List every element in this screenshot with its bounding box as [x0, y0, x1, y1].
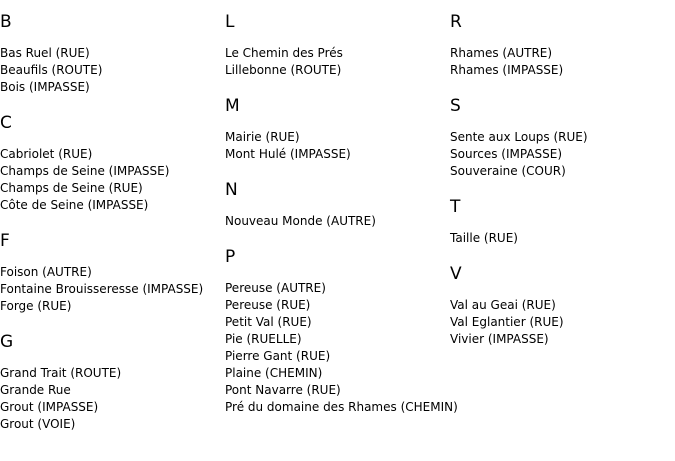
street-entry[interactable]: Pierre Gant (RUE)	[225, 349, 331, 363]
letter-heading: F	[0, 231, 10, 251]
street-list	[225, 45, 450, 79]
street-list	[0, 365, 225, 433]
street-entry[interactable]: Rhames (IMPASSE)	[450, 63, 564, 77]
street-entry[interactable]: Pont Navarre (RUE)	[225, 383, 341, 397]
letter-heading: V	[450, 264, 462, 284]
street-entry[interactable]: Val au Geai (RUE)	[450, 298, 556, 312]
street-entry[interactable]: Sources (IMPASSE)	[450, 147, 563, 161]
letter-heading: B	[0, 12, 12, 32]
letter-group	[225, 180, 450, 230]
street-entry[interactable]: Champs de Seine (RUE)	[0, 181, 143, 195]
letter-heading: R	[450, 12, 462, 32]
street-list	[0, 146, 225, 214]
index-column	[225, 0, 458, 433]
street-list	[0, 45, 225, 96]
street-list	[450, 297, 675, 348]
letter-group	[0, 12, 225, 96]
street-entry[interactable]: Grande Rue	[0, 383, 71, 397]
street-entry[interactable]: Grout (VOIE)	[0, 417, 76, 431]
street-entry[interactable]: Rhames (AUTRE)	[450, 46, 553, 60]
street-entry[interactable]: Souveraine (COUR)	[450, 164, 566, 178]
street-entry[interactable]: Le Chemin des Prés	[225, 46, 343, 60]
street-entry[interactable]: Pereuse (RUE)	[225, 298, 311, 312]
street-entry[interactable]: Mont Hulé (IMPASSE)	[225, 147, 351, 161]
letter-heading: C	[0, 113, 12, 133]
street-entry[interactable]: Pie (RUELLE)	[225, 332, 302, 346]
letter-group	[0, 113, 225, 214]
street-list	[225, 129, 450, 163]
street-entry[interactable]: Cabriolet (RUE)	[0, 147, 93, 161]
letter-heading: L	[225, 12, 235, 32]
street-entry[interactable]: Grout (IMPASSE)	[0, 400, 99, 414]
street-entry[interactable]: Petit Val (RUE)	[225, 315, 312, 329]
index-column	[0, 0, 225, 433]
street-entry[interactable]: Nouveau Monde (AUTRE)	[225, 214, 376, 228]
street-entry[interactable]: Mairie (RUE)	[225, 130, 300, 144]
street-entry[interactable]: Plaine (CHEMIN)	[225, 366, 323, 380]
letter-group	[450, 264, 675, 348]
street-entry[interactable]: Pré du domaine des Rhames (CHEMIN)	[225, 400, 458, 414]
street-list	[450, 45, 675, 79]
letter-heading: T	[450, 197, 461, 217]
letter-group	[225, 12, 450, 79]
street-entry[interactable]: Sente aux Loups (RUE)	[450, 130, 588, 144]
street-entry[interactable]: Lillebonne (ROUTE)	[225, 63, 342, 77]
letter-heading: G	[0, 332, 14, 352]
street-list	[0, 264, 225, 315]
street-entry[interactable]: Grand Trait (ROUTE)	[0, 366, 122, 380]
street-entry[interactable]: Champs de Seine (IMPASSE)	[0, 164, 170, 178]
street-entry[interactable]: Pereuse (AUTRE)	[225, 281, 326, 295]
street-entry[interactable]: Beaufils (ROUTE)	[0, 63, 103, 77]
street-list	[225, 213, 450, 230]
street-entry[interactable]: Fontaine Brouisseresse (IMPASSE)	[0, 282, 204, 296]
street-entry[interactable]: Val Eglantier (RUE)	[450, 315, 564, 329]
street-entry[interactable]: Côte de Seine (IMPASSE)	[0, 198, 149, 212]
letter-group	[450, 12, 675, 79]
letter-group	[450, 197, 675, 247]
letter-heading: N	[225, 180, 238, 200]
street-entry[interactable]: Bois (IMPASSE)	[0, 80, 90, 94]
letter-group	[225, 96, 450, 163]
letter-heading: P	[225, 247, 236, 267]
index-column	[450, 0, 675, 433]
letter-heading: M	[225, 96, 240, 116]
street-list	[225, 280, 458, 416]
letter-group	[0, 332, 225, 433]
street-entry[interactable]: Bas Ruel (RUE)	[0, 46, 90, 60]
street-list	[450, 230, 675, 247]
letter-group	[0, 231, 225, 315]
street-entry[interactable]: Foison (AUTRE)	[0, 265, 92, 279]
street-entry[interactable]: Taille (RUE)	[450, 231, 518, 245]
street-entry[interactable]: Forge (RUE)	[0, 299, 72, 313]
letter-heading: S	[450, 96, 461, 116]
letter-group	[225, 247, 458, 416]
street-list	[450, 129, 675, 180]
street-entry[interactable]: Vivier (IMPASSE)	[450, 332, 549, 346]
letter-group	[450, 96, 675, 180]
